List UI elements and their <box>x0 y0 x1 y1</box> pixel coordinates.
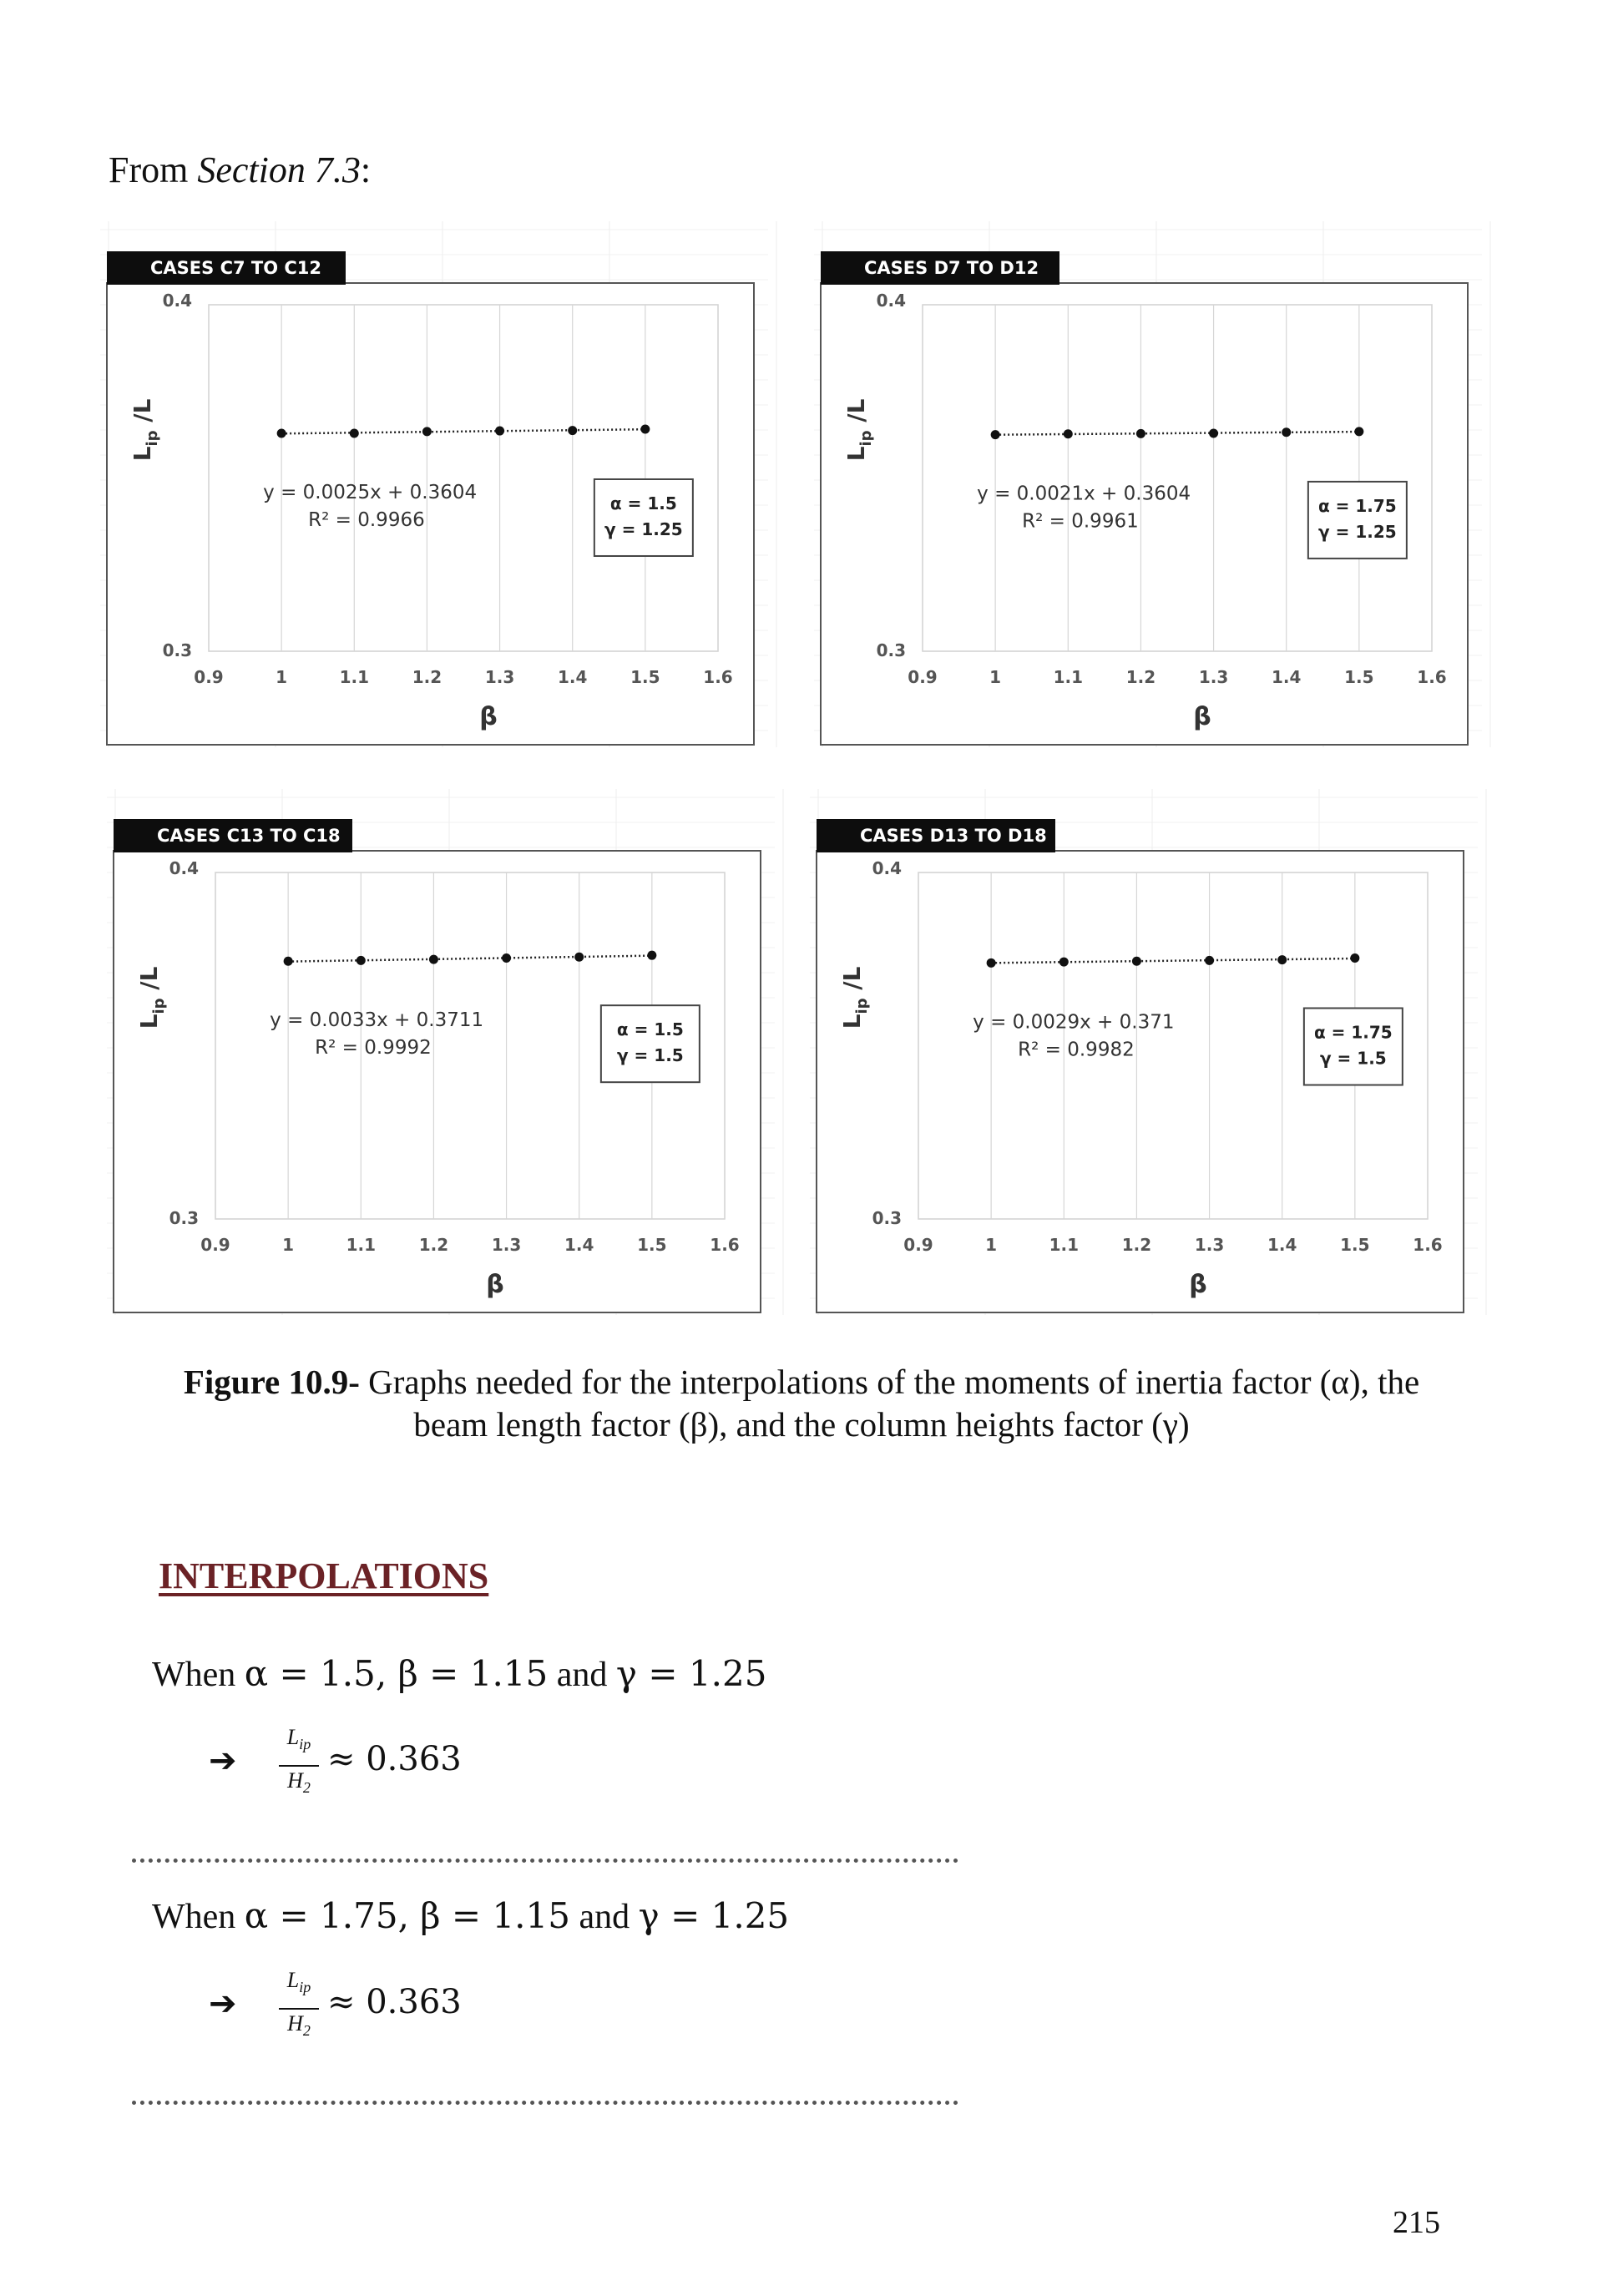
x-tick-label: 1.6 <box>703 667 733 687</box>
data-point <box>1136 429 1145 438</box>
chart-svg <box>100 221 768 747</box>
x-tick-label: 1 <box>282 1235 295 1255</box>
chart-cases-d7-d12 <box>814 221 1482 747</box>
x-tick-label: 1 <box>985 1235 998 1255</box>
x-tick-label: 1.3 <box>1194 1235 1225 1255</box>
x-tick-label: 1.3 <box>1198 667 1229 687</box>
y-tick-label: 0.4 <box>872 858 902 878</box>
chart-cases-c7-c12 <box>100 221 768 747</box>
interpolation-condition-2 <box>152 1895 789 1937</box>
y-axis-title-subscript: ip <box>150 998 168 1014</box>
x-tick-label: 1.6 <box>1413 1235 1443 1255</box>
parameter-label: γ = 1.5 <box>616 1045 684 1066</box>
chart-title: CASES D13 TO D18 <box>860 826 1047 846</box>
figure-caption <box>167 1361 1436 1446</box>
x-axis-title: β <box>1189 1270 1207 1299</box>
data-point <box>429 955 438 964</box>
data-point <box>987 958 996 968</box>
data-point <box>647 951 656 960</box>
intro-prefix: From <box>109 149 198 190</box>
x-tick-label: 0.9 <box>194 667 224 687</box>
denominator-subscript: 2 <box>302 2022 311 2040</box>
y-axis-title-part: L <box>135 1014 163 1029</box>
x-tick-label: 1 <box>989 667 1002 687</box>
y-tick-label: 0.4 <box>169 858 199 878</box>
data-point <box>357 956 366 965</box>
arrow-icon: ➔ <box>209 1985 237 2023</box>
fraction-numerator <box>276 1725 322 1753</box>
fraction-denominator <box>276 2011 322 2040</box>
chart-title: CASES C13 TO C18 <box>157 826 341 846</box>
y-axis-title-part: L <box>842 446 870 462</box>
parameter-label: γ = 1.5 <box>1319 1048 1387 1069</box>
y-tick-label: 0.4 <box>162 291 192 311</box>
result-value: ≈ 0.363 <box>327 1983 462 2021</box>
x-tick-label: 1.2 <box>1125 667 1156 687</box>
x-tick-label: 1.4 <box>1267 1235 1297 1255</box>
y-axis-title-subscript: ip <box>144 430 161 447</box>
x-tick-label: 0.9 <box>903 1235 933 1255</box>
intro-suffix: : <box>360 149 372 190</box>
arrow-icon: ➔ <box>209 1742 237 1780</box>
parameter-box <box>594 479 693 556</box>
y-tick-label: 0.3 <box>876 640 906 660</box>
data-point <box>640 424 650 433</box>
x-tick-label: 1.4 <box>1271 667 1302 687</box>
dotted-separator <box>132 1859 958 1863</box>
dotted-separator <box>132 2101 958 2105</box>
x-tick-label: 1.5 <box>637 1235 667 1255</box>
data-point <box>1064 429 1073 438</box>
chart-svg <box>810 789 1478 1315</box>
x-tick-label: 1.6 <box>1417 667 1447 687</box>
x-tick-label: 1.2 <box>418 1235 449 1255</box>
when-label: When <box>152 1656 245 1694</box>
caption-text: Graphs needed for the interpolations of the moments of inertia factor (α), the beam length factor (β), and the column heights factor (γ) <box>359 1363 1420 1444</box>
x-tick-label: 1.6 <box>710 1235 740 1255</box>
x-tick-label: 1.4 <box>557 667 588 687</box>
y-axis-title-subscript: ip <box>853 998 871 1014</box>
result-value: ≈ 0.363 <box>327 1740 462 1778</box>
data-point <box>568 426 577 435</box>
data-point <box>495 427 504 436</box>
x-tick-label: 0.9 <box>908 667 938 687</box>
data-point <box>991 430 1000 439</box>
parameter-label: α = 1.75 <box>1313 1022 1393 1043</box>
chart-cases-d13-d18 <box>810 789 1478 1315</box>
fraction-bar <box>279 2008 319 2010</box>
chart-title: CASES C7 TO C12 <box>150 258 322 278</box>
y-axis-title-subscript: ip <box>857 430 875 447</box>
numerator-subscript: ip <box>299 1736 311 1753</box>
x-tick-label: 1.2 <box>412 667 442 687</box>
parameter-label: α = 1.5 <box>616 1019 684 1040</box>
parameter-box <box>601 1005 700 1082</box>
trendline-r-squared: R² = 0.9992 <box>315 1037 432 1059</box>
x-tick-label: 1.1 <box>1049 1235 1080 1255</box>
trendline-r-squared: R² = 0.9982 <box>1018 1039 1135 1061</box>
intro-line <box>109 149 371 191</box>
denominator-symbol: H <box>287 1768 303 1793</box>
x-tick-label: 1.3 <box>484 667 515 687</box>
data-point <box>350 428 359 437</box>
y-axis-title-part: L <box>838 1014 866 1029</box>
data-point <box>1205 956 1214 965</box>
condition-a: α = 1.5, β = 1.15 <box>244 1653 549 1694</box>
x-axis-title: β <box>1193 702 1211 731</box>
intro-section-ref: Section 7.3 <box>197 149 361 190</box>
x-axis-title: β <box>479 702 498 731</box>
data-point <box>1350 953 1359 963</box>
parameter-box <box>1304 1009 1403 1085</box>
data-point <box>1282 427 1291 437</box>
x-tick-label: 1.1 <box>346 1235 377 1255</box>
chart-cases-c13-c18 <box>107 789 775 1315</box>
caption-label: Figure 10.9- <box>183 1363 360 1401</box>
y-axis-title-part: L <box>129 446 156 462</box>
parameter-label: α = 1.5 <box>609 493 677 513</box>
y-axis-title-part: /L <box>129 398 156 431</box>
trendline-equation: y = 0.0029x + 0.371 <box>973 1011 1175 1034</box>
x-tick-label: 1.5 <box>1344 667 1374 687</box>
y-tick-label: 0.3 <box>169 1208 199 1228</box>
condition-a: α = 1.75, β = 1.15 <box>244 1895 570 1936</box>
denominator-subscript: 2 <box>302 1779 311 1797</box>
y-axis-title-part: /L <box>838 966 866 999</box>
x-tick-label: 1 <box>276 667 288 687</box>
data-point <box>1277 955 1287 964</box>
x-tick-label: 1.1 <box>1053 667 1084 687</box>
x-axis-title: β <box>486 1270 504 1299</box>
data-point <box>1209 428 1218 437</box>
parameter-box <box>1308 482 1407 559</box>
trendline-equation: y = 0.0025x + 0.3604 <box>263 481 478 503</box>
fraction-denominator <box>276 1768 322 1797</box>
data-point <box>502 953 511 963</box>
and-label: and <box>569 1898 639 1936</box>
fraction-bar <box>279 1765 319 1767</box>
when-label: When <box>152 1898 245 1936</box>
and-label: and <box>548 1656 616 1694</box>
trendline-equation: y = 0.0033x + 0.3711 <box>270 1009 484 1032</box>
numerator-symbol: L <box>286 1725 300 1749</box>
y-axis-title-part: /L <box>842 398 870 431</box>
trendline-r-squared: R² = 0.9966 <box>308 508 425 531</box>
x-tick-label: 1.5 <box>630 667 660 687</box>
denominator-symbol: H <box>287 2011 303 2036</box>
x-tick-label: 1.5 <box>1340 1235 1370 1255</box>
chart-svg <box>814 221 1482 747</box>
y-tick-label: 0.3 <box>872 1208 902 1228</box>
fraction-numerator <box>276 1968 322 1996</box>
trendline-r-squared: R² = 0.9961 <box>1022 510 1139 533</box>
x-tick-label: 1.3 <box>491 1235 522 1255</box>
section-heading: INTERPOLATIONS <box>159 1555 489 1596</box>
data-point <box>422 427 432 436</box>
numerator-subscript: ip <box>299 1979 311 1996</box>
numerator-symbol: L <box>286 1968 300 1992</box>
y-axis-title-part: /L <box>135 966 163 999</box>
data-point <box>574 953 584 962</box>
parameter-label: γ = 1.25 <box>1318 521 1397 542</box>
chart-title: CASES D7 TO D12 <box>864 258 1039 278</box>
data-point <box>1354 427 1363 436</box>
condition-b: γ = 1.25 <box>638 1895 790 1936</box>
data-point <box>1059 958 1069 967</box>
data-point <box>1132 957 1141 966</box>
parameter-label: α = 1.75 <box>1317 495 1397 516</box>
page-number: 215 <box>1393 2205 1440 2240</box>
x-tick-label: 0.9 <box>200 1235 230 1255</box>
data-point <box>277 428 286 437</box>
x-tick-label: 1.4 <box>564 1235 594 1255</box>
data-point <box>284 957 293 966</box>
trendline-equation: y = 0.0021x + 0.3604 <box>977 483 1191 505</box>
x-tick-label: 1.1 <box>339 667 370 687</box>
parameter-label: γ = 1.25 <box>604 518 683 539</box>
condition-b: γ = 1.25 <box>615 1653 767 1694</box>
x-tick-label: 1.2 <box>1121 1235 1152 1255</box>
interpolation-condition-1 <box>152 1653 766 1695</box>
chart-svg <box>107 789 775 1315</box>
y-tick-label: 0.4 <box>876 291 906 311</box>
y-tick-label: 0.3 <box>162 640 192 660</box>
